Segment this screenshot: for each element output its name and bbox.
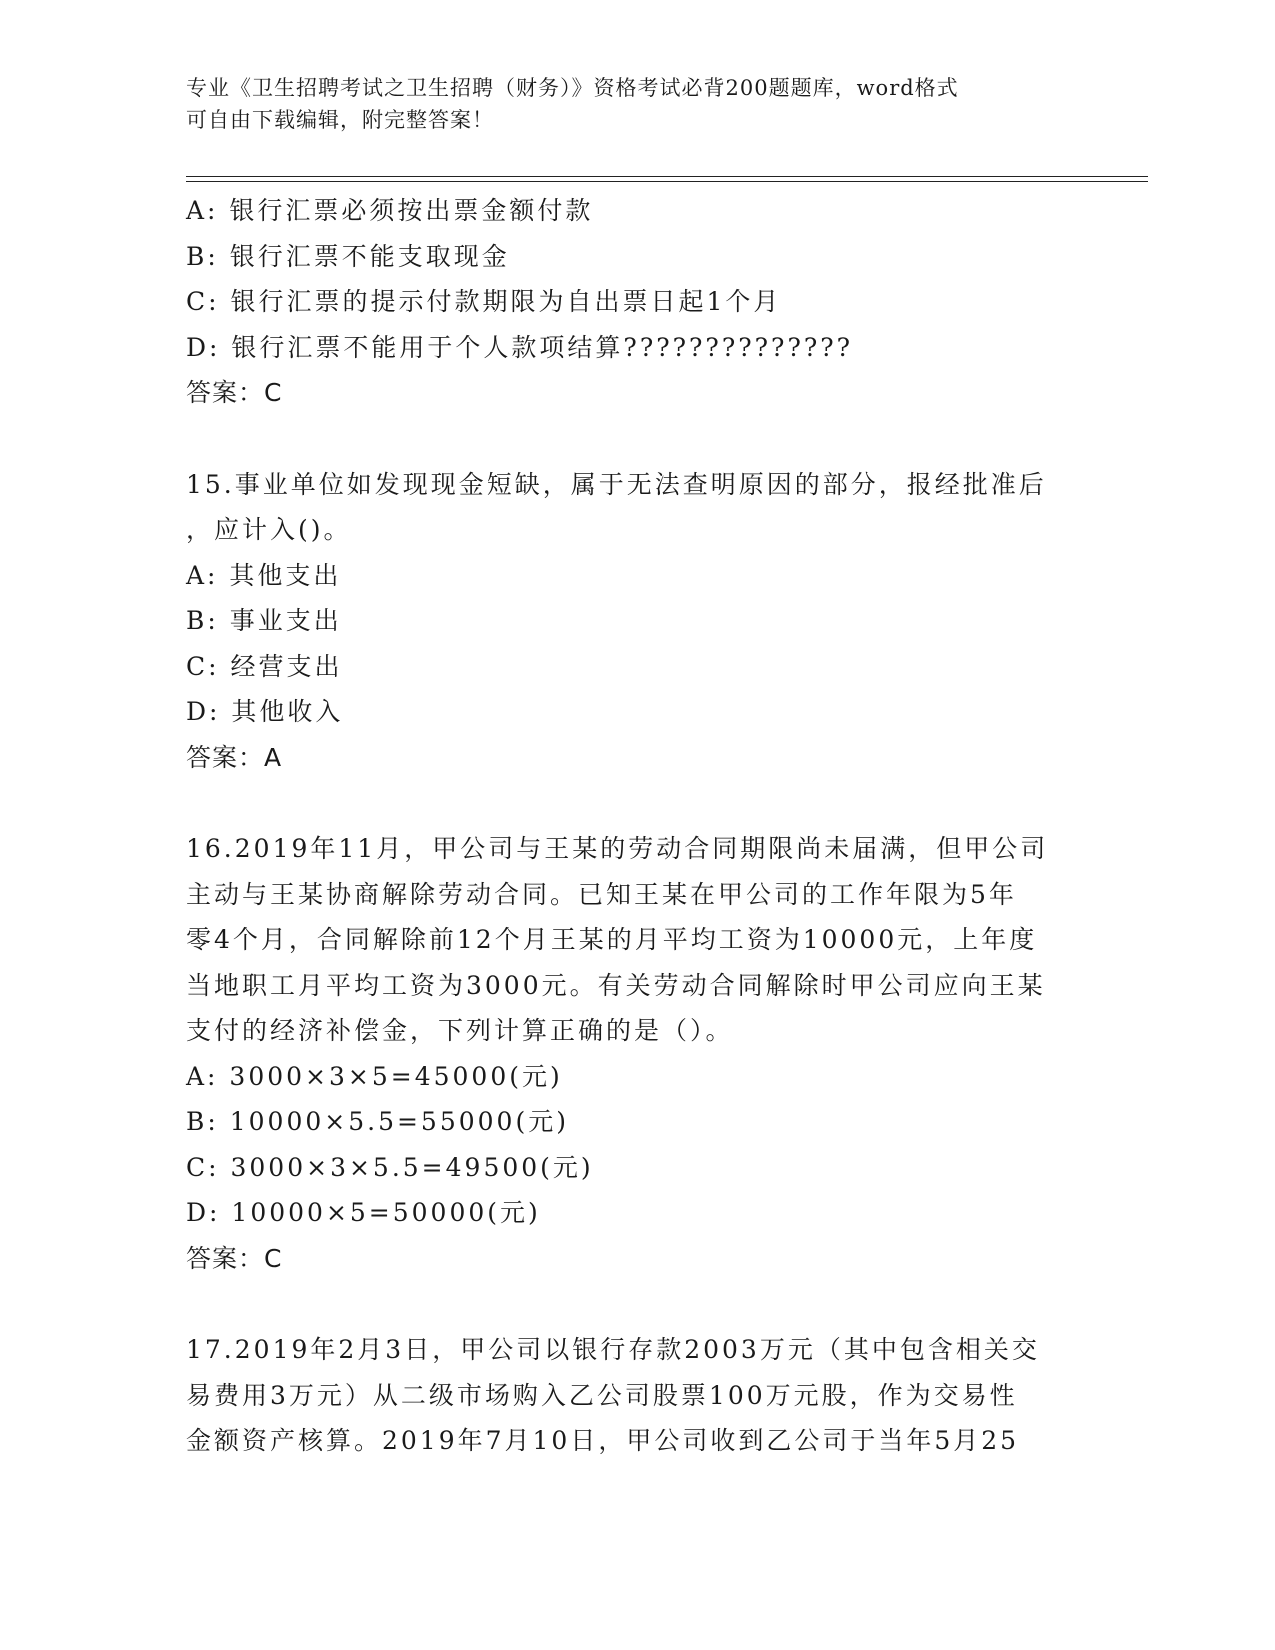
q17-text-line-1: 17.2019年2月3日，甲公司以银行存款2003万元（其中包含相关交 — [186, 1335, 1040, 1364]
q16-answer: 答案：C — [186, 1243, 283, 1273]
q16-text-line-1: 16.2019年11月，甲公司与王某的劳动合同期限尚未届满，但甲公司 — [186, 834, 1049, 863]
q14-option-b: B: 银行汇票不能支取现金 — [186, 241, 510, 271]
q16-option-b: B: 10000×5.5=55000(元) — [186, 1107, 569, 1136]
q14-option-a: A: 银行汇票必须按出票金额付款 — [186, 196, 594, 225]
q14-answer: 答案：C — [186, 378, 283, 407]
q16-text-line-4: 当地职工月平均工资为3000元。有关劳动合同解除时甲公司应向王某 — [186, 970, 1046, 1000]
spacer — [186, 780, 1076, 826]
header-rule-top — [186, 176, 1148, 177]
q16-option-d: D: 10000×5=50000(元) — [186, 1198, 541, 1227]
question-16-block — [186, 826, 1076, 1281]
q16-option-a: A: 3000×3×5=45000(元) — [186, 1061, 563, 1091]
question-15-block — [186, 462, 1076, 781]
document-header — [186, 72, 1066, 136]
q14-option-d: D: 银行汇票不能用于个人款项结算?????????????? — [186, 332, 854, 362]
question-17-block — [186, 1327, 1076, 1464]
q16-text-line-3: 零4个月，合同解除前12个月王某的月平均工资为10000元，上年度 — [186, 925, 1038, 954]
q14-option-c: C: 银行汇票的提示付款期限为自出票日起1个月 — [186, 287, 782, 316]
q16-text-line-2: 主动与王某协商解除劳动合同。已知王某在甲公司的工作年限为5年 — [186, 879, 1017, 909]
q15-text-line-2: ，应计入()。 — [186, 515, 352, 544]
spacer — [186, 1281, 1076, 1327]
document-body — [186, 188, 1076, 1464]
q15-text-line-1: 15.事业单位如发现现金短缺，属于无法查明原因的部分，报经批准后 — [186, 469, 1047, 499]
q17-text-line-2: 易费用3万元）从二级市场购入乙公司股票100万元股，作为交易性 — [186, 1380, 1018, 1410]
q16-option-c: C: 3000×3×5.5=49500(元) — [186, 1152, 594, 1182]
question-14-block — [186, 188, 1076, 416]
header-line-1: 专业《卫生招聘考试之卫生招聘（财务）》资格考试必背200题题库，word格式 — [186, 76, 959, 100]
header-line-2: 可自由下载编辑，附完整答案！ — [186, 108, 494, 132]
q15-option-c: C: 经营支出 — [186, 651, 343, 681]
q15-option-b: B: 事业支出 — [186, 606, 342, 635]
spacer — [186, 416, 1076, 462]
q17-text-line-3: 金额资产核算。2019年7月10日，甲公司收到乙公司于当年5月25 — [186, 1426, 1020, 1455]
q15-option-a: A: 其他支出 — [186, 560, 342, 590]
q15-option-d: D: 其他收入 — [186, 697, 344, 726]
q16-text-line-5: 支付的经济补偿金，下列计算正确的是（）。 — [186, 1016, 734, 1045]
header-rule-bottom — [186, 181, 1148, 182]
q15-answer: 答案：A — [186, 742, 283, 772]
